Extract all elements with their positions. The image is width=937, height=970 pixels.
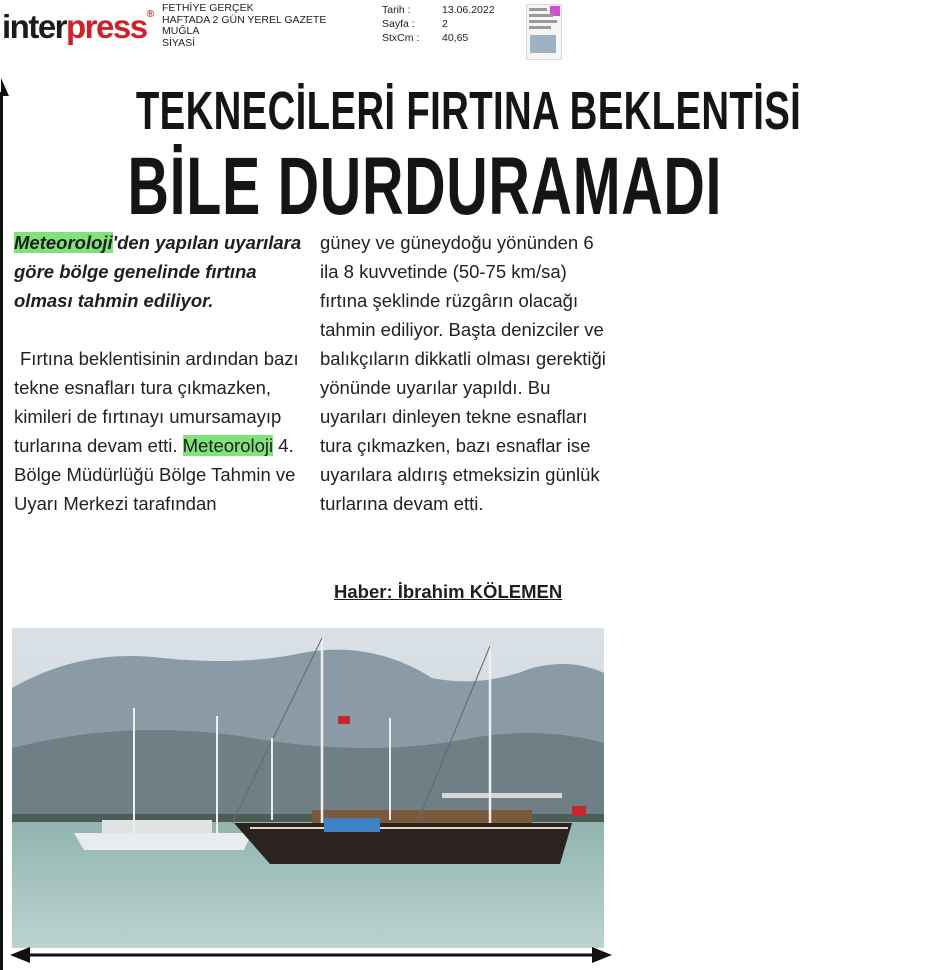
logo-text-accent: press: [66, 8, 147, 45]
bottom-double-arrow-icon: [10, 944, 612, 966]
page-label: Sayfa :: [382, 18, 415, 30]
stxcm-label: StxCm :: [382, 32, 420, 44]
stxcm-row: [382, 31, 495, 45]
article-column-left: [14, 228, 304, 518]
interpress-logo: [2, 10, 154, 43]
thumbnail-photo: [530, 35, 556, 53]
thumbnail-line: [529, 20, 557, 23]
logo-text-main: inter: [2, 8, 67, 45]
article-byline: Haber: İbrahim KÖLEMEN: [334, 581, 563, 602]
thumbnail-line: [529, 14, 553, 17]
article-lead: [14, 228, 304, 315]
publication-region: MUĞLA: [162, 25, 200, 37]
body-paragraph: Fırtına beklentisinin ardından bazı tekne esnafları tura çıkmazken, kimileri de fırtınayı umursamayıp turlarına devam etti.: [14, 348, 299, 456]
date-row: [382, 3, 495, 17]
stxcm-value: 40,65: [442, 32, 469, 44]
page-row: [382, 17, 495, 31]
date-value: 13.06.2022: [442, 4, 495, 16]
lead-text: 'den yapılan uyarılara göre bölge genelinde fırtına olması tahmin ediliyor.: [14, 232, 302, 311]
publication-name: FETHİYE GERÇEK: [162, 2, 254, 14]
article-body-right: güney ve güneydoğu yönünden 6 ila 8 kuvvetinde (50-75 km/sa) fırtına şeklinde rüzgârın olacağı tahmin ediliyor. Başta denizciler ve balıkçıların dikkatli olması gerektiği yönünde uyarılar yapıldı. Bu uyarıları dinleyen tekne esnafları tura çıkmazken, bazı esnaflar ise uyarılara aldırış etmeksizin günlük turlarına devam etti.: [320, 232, 606, 514]
body-keyword: Meteoroloji: [182, 435, 274, 456]
logo-registered-mark: ®: [146, 9, 154, 20]
headline-line-1: TEKNECİLERİ FIRTINA BEKLENTİSİ: [135, 81, 802, 141]
article-body-left: [14, 344, 304, 518]
publication-meta: [162, 3, 326, 49]
article-photo: [12, 628, 604, 948]
date-label: Tarih :: [382, 4, 411, 16]
headline-line-2: BİLE DURDURAMADI: [127, 141, 723, 232]
publication-category: SİYASİ: [162, 36, 196, 49]
page-value: 2: [442, 18, 448, 30]
clipping-meta: [382, 3, 495, 45]
lead-keyword: Meteoroloji: [14, 232, 113, 253]
thumbnail-line: [529, 26, 551, 29]
page-thumbnail[interactable]: [526, 4, 562, 60]
thumbnail-line: [529, 8, 547, 11]
article-column-right: [320, 228, 616, 518]
publication-frequency: HAFTADA 2 GÜN YEREL GAZETE: [162, 13, 327, 26]
body-paragraph-continued: 4. Bölge Müdürlüğü Bölge Tahmin ve Uyarı Merkezi tarafından: [14, 435, 296, 514]
